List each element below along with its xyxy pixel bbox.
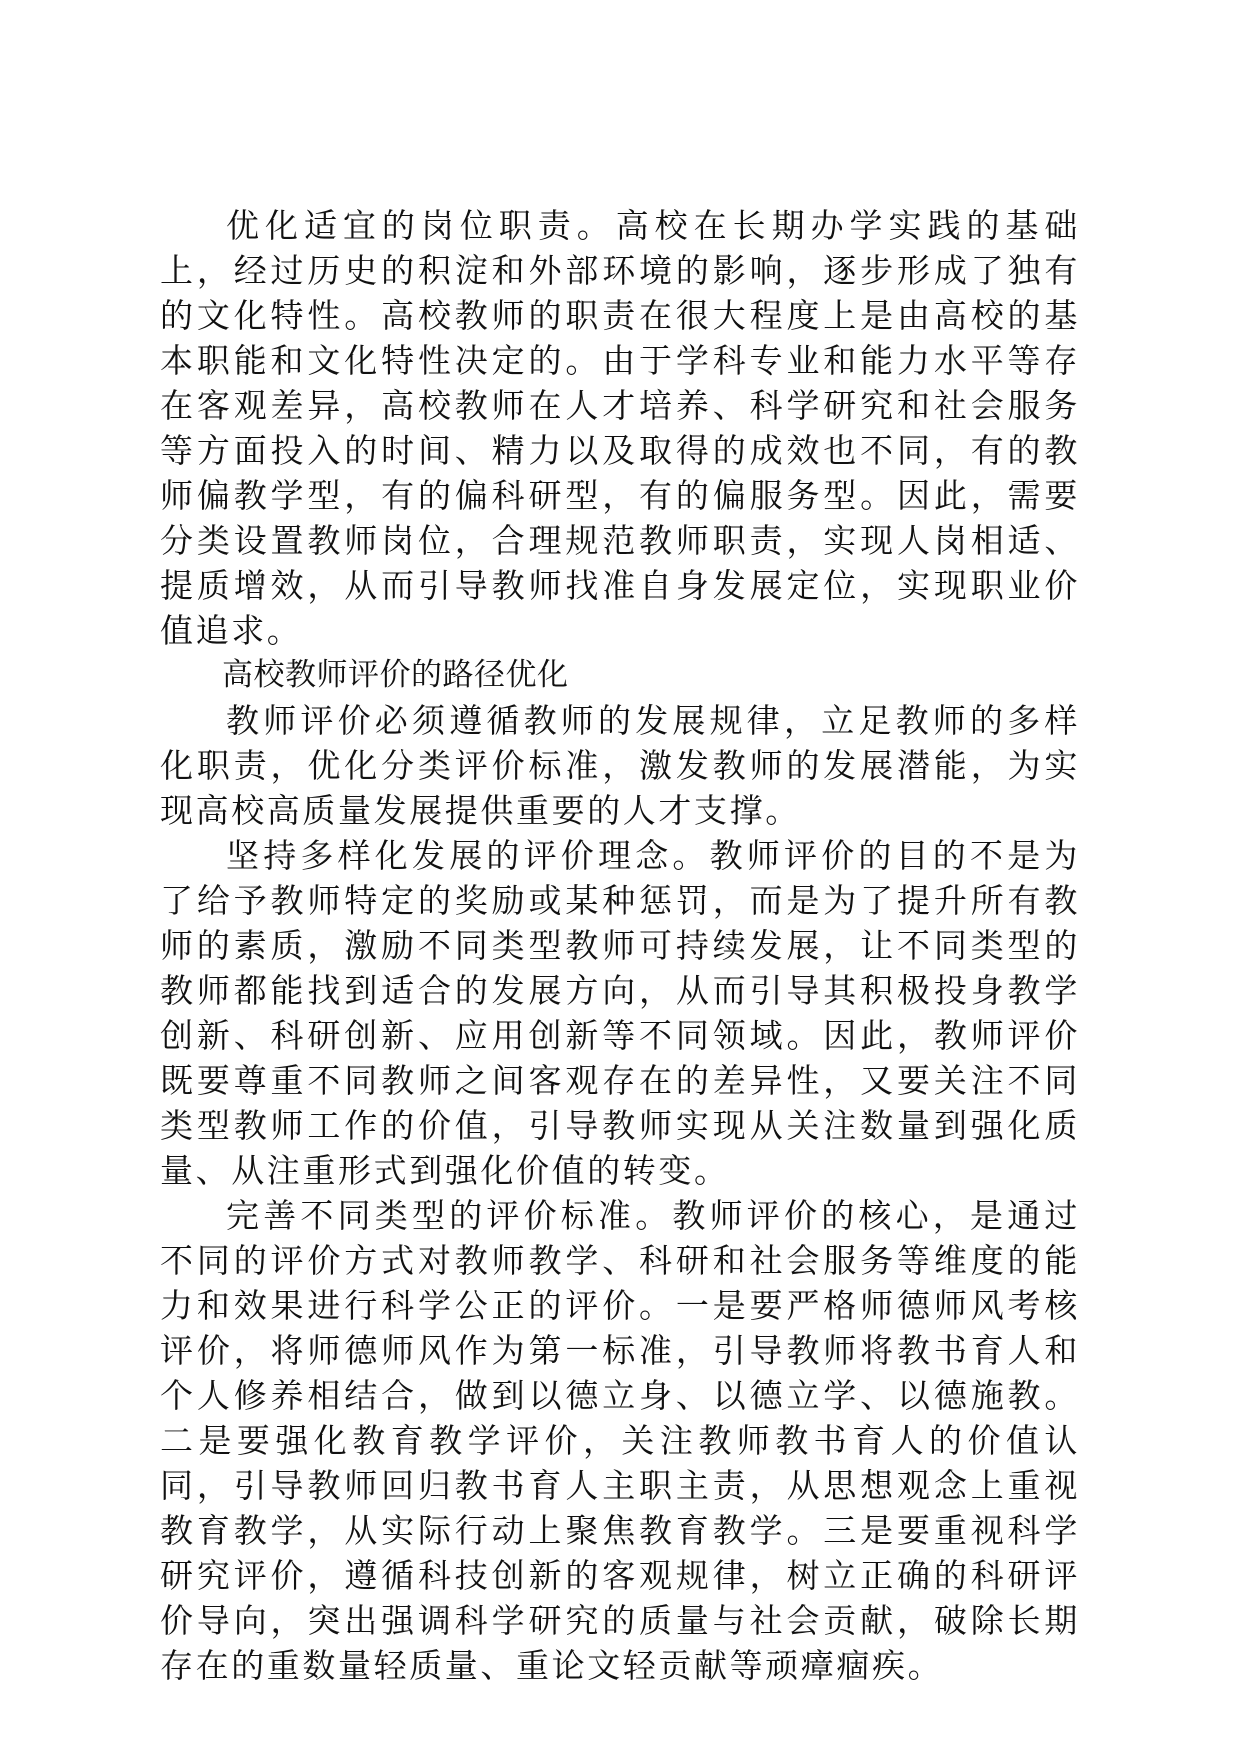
paragraph-job-duties: 优化适宜的岗位职责。高校在长期办学实践的基础上，经过历史的积淀和外部环境的影响，逐步形成了独有的文化特性。高校教师的职责在很大程度上是由高校的基本职能和文化特性决定的。由于学科专业和能力水平等存在客观差异，高校教师在人才培养、科学研究和社会服务等方面投入的时间、精力以及取得的成效也不同，有的教师偏教学型，有的偏科研型，有的偏服务型。因此，需要分类设置教师岗位，合理规范教师职责，实现人岗相适、提质增效，从而引导教师找准自身发展定位，实现职业价值追求。 — [160, 206, 1080, 650]
article-body — [160, 203, 1080, 1688]
paragraph-evaluation-philosophy: 坚持多样化发展的评价理念。教师评价的目的不是为了给予教师特定的奖励或某种惩罚，而是为了提升所有教师的素质，激励不同类型教师可持续发展，让不同类型的教师都能找到适合的发展方向，从而引导其积极投身教学创新、科研创新、应用创新等不同领域。因此，教师评价既要尊重不同教师之间客观存在的差异性，又要关注不同类型教师工作的价值，引导教师实现从关注数量到强化质量、从注重形式到强化价值的转变。 — [160, 836, 1080, 1190]
paragraph-evaluation-standards: 完善不同类型的评价标准。教师评价的核心，是通过不同的评价方式对教师教学、科研和社会服务等维度的能力和效果进行科学公正的评价。一是要严格师德师风考核评价，将师德师风作为第一标准，引导教师将教书育人和个人修养相结合，做到以德立身、以德立学、以德施教。二是要强化教育教学评价，关注教师教书育人的价值认同，引导教师回归教书育人主职主责，从思想观念上重视教育教学，从实际行动上聚焦教育教学。三是要重视科学研究评价，遵循科技创新的客观规律，树立正确的科研评价导向，突出强调科学研究的质量与社会贡献，破除长期存在的重数量轻质量、重论文轻贡献等顽瘴痼疾。 — [160, 1196, 1080, 1685]
paragraph-evaluation-intro: 教师评价必须遵循教师的发展规律，立足教师的多样化职责，优化分类评价标准，激发教师的发展潜能，为实现高校高质量发展提供重要的人才支撑。 — [160, 701, 1080, 830]
section-heading: 高校教师评价的路径优化 — [222, 657, 569, 693]
